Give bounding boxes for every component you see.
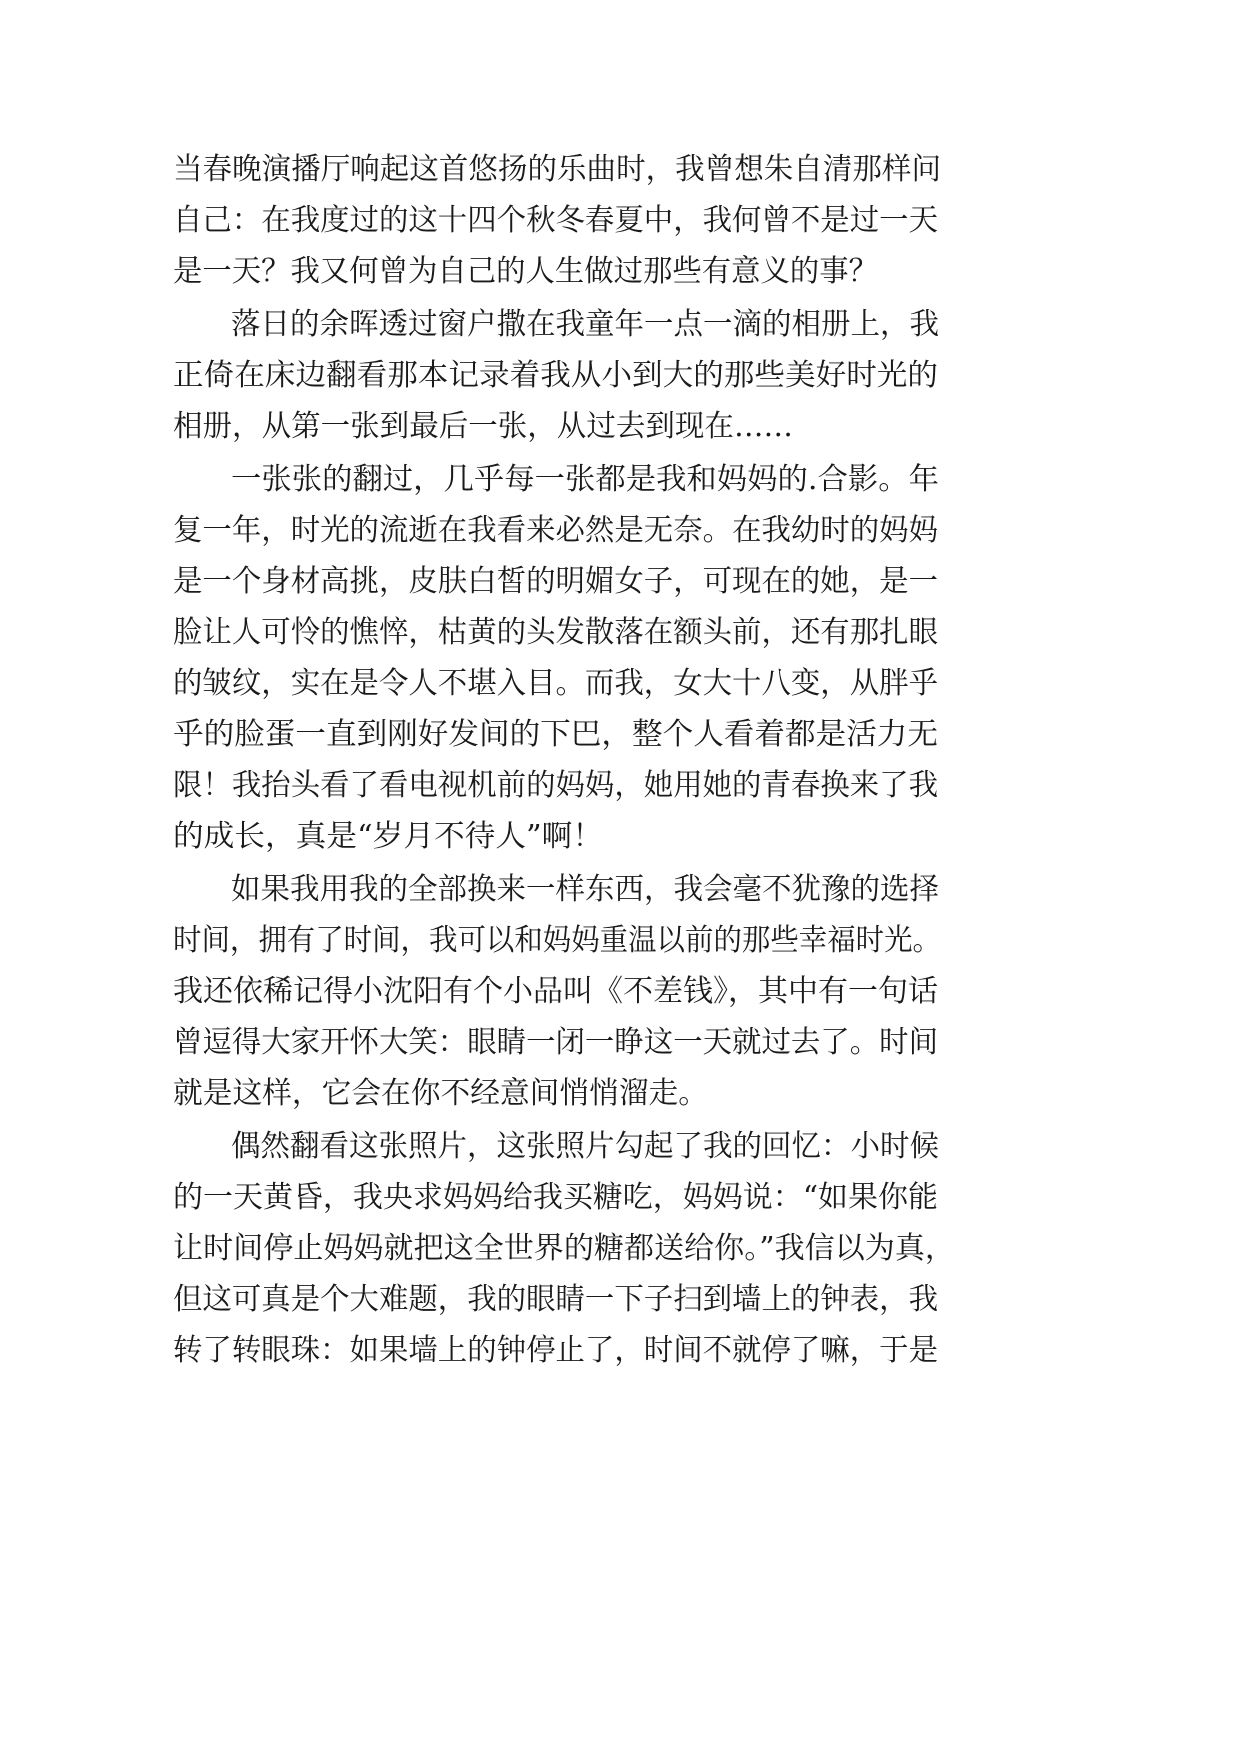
text-line: 我还依稀记得小沈阳有个小品叫《不差钱》，其中有一句话 xyxy=(173,974,938,1009)
text-line: 是一个身材高挑，皮肤白皙的明媚女子，可现在的她，是一 xyxy=(173,564,938,599)
text-line: 但这可真是个大难题，我的眼睛一下子扫到墙上的钟表，我 xyxy=(173,1282,938,1317)
text-line: 自己：在我度过的这十四个秋冬春夏中，我何曾不是过一天 xyxy=(173,203,938,238)
text-line: 转了转眼珠：如果墙上的钟停止了，时间不就停了嘛，于是 xyxy=(173,1333,938,1368)
text-line: 当春晚演播厅响起这首悠扬的乐曲时，我曾想朱自清那样问 xyxy=(173,152,941,187)
text-line: 限！我抬头看了看电视机前的妈妈，她用她的青春换来了我 xyxy=(173,768,938,803)
text-line: 的一天黄昏，我央求妈妈给我买糖吃，妈妈说：“如果你能 xyxy=(173,1180,938,1215)
text-line: 就是这样，它会在你不经意间悄悄溜走。 xyxy=(173,1076,708,1111)
text-line: 偶然翻看这张照片，这张照片勾起了我的回忆：小时候 xyxy=(231,1129,939,1164)
text-line: 复一年，时光的流逝在我看来必然是无奈。在我幼时的妈妈 xyxy=(173,513,938,548)
text-line: 时间，拥有了时间，我可以和妈妈重温以前的那些幸福时光。 xyxy=(173,923,941,958)
text-line: 的皱纹，实在是令人不堪入目。而我，女大十八变，从胖乎 xyxy=(173,666,938,701)
text-line: 是一天？我又何曾为自己的人生做过那些有意义的事？ xyxy=(173,254,878,289)
text-line: 让时间停止妈妈就把这全世界的糖都送给你。”我信以为真， xyxy=(173,1231,956,1266)
text-line: 曾逗得大家开怀大笑：眼睛一闭一睁这一天就过去了。时间 xyxy=(173,1025,938,1060)
text-line: 的成长，真是“岁月不待人”啊！ xyxy=(173,819,603,854)
text-line: 一张张的翻过，几乎每一张都是我和妈妈的.合影。年 xyxy=(231,462,940,497)
text-line: 落日的余晖透过窗户撒在我童年一点一滴的相册上，我 xyxy=(231,307,939,342)
text-line: 相册，从第一张到最后一张，从过去到现在…… xyxy=(173,409,793,444)
text-line: 乎的脸蛋一直到刚好发间的下巴，整个人看着都是活力无 xyxy=(173,717,938,752)
text-line: 脸让人可怜的憔悴，枯黄的头发散落在额头前，还有那扎眼 xyxy=(173,615,938,650)
text-line: 正倚在床边翻看那本记录着我从小到大的那些美好时光的 xyxy=(173,358,938,393)
text-line: 如果我用我的全部换来一样东西，我会毫不犹豫的选择 xyxy=(231,872,939,907)
